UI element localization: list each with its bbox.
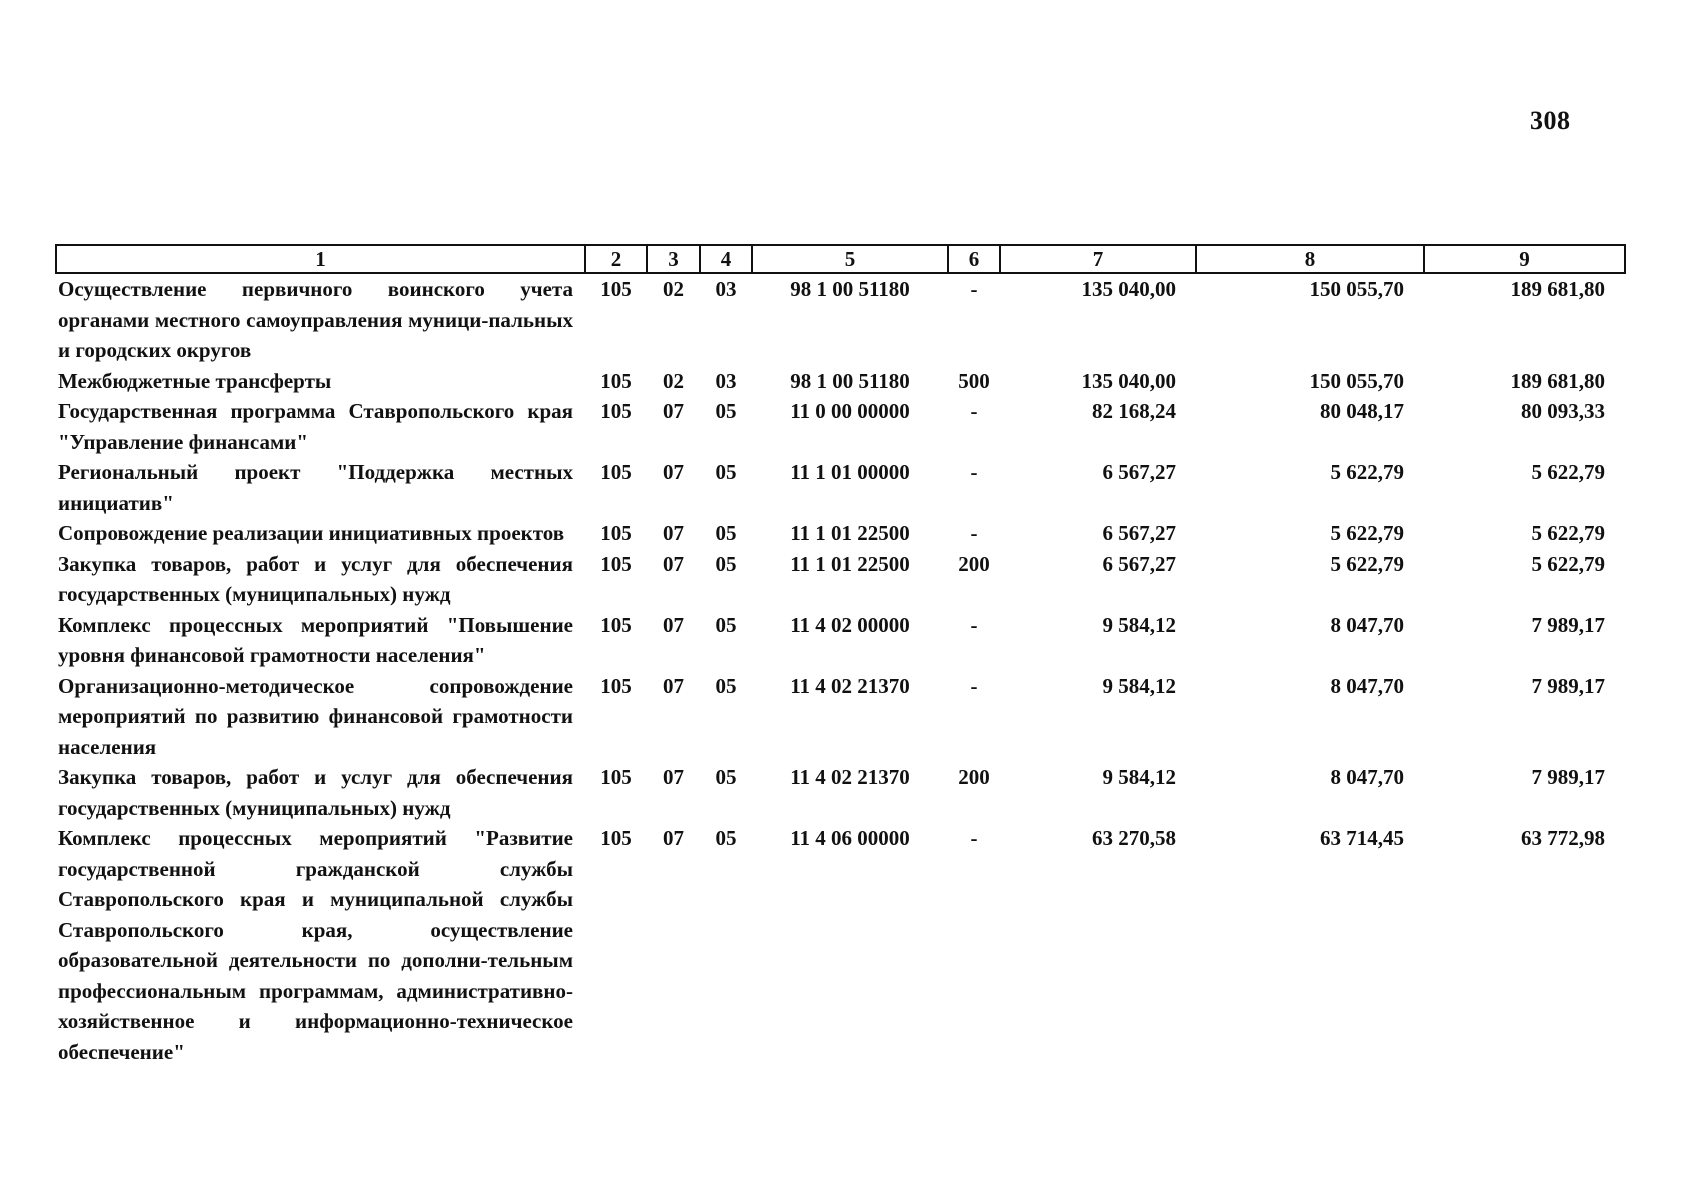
header-col-5: 5	[752, 245, 948, 273]
table-row	[56, 671, 1625, 763]
row-col-6: 200	[958, 765, 990, 789]
row-col-5: 11 4 06 00000	[790, 826, 910, 850]
row-col-3: 07	[663, 521, 684, 545]
row-col-5: 98 1 00 51180	[790, 368, 910, 393]
header-col-3: 3	[647, 245, 700, 273]
row-col-5: 11 1 01 00000	[790, 460, 910, 484]
row-col-6: -	[970, 826, 978, 850]
row-col-6: 200	[958, 551, 990, 576]
row-col-8: 5 622,79	[1330, 521, 1404, 545]
row-col-5: 11 4 02 21370	[790, 673, 910, 698]
page-number: 308	[1530, 106, 1571, 135]
row-col-8: 150 055,70	[1309, 277, 1404, 301]
row-col-7: 9 584,12	[1102, 765, 1176, 789]
row-col-7: 82 168,24	[1092, 399, 1176, 423]
row-col-5: 11 1 01 22500	[790, 521, 910, 545]
table-row	[56, 366, 1625, 397]
header-col-8: 8	[1196, 245, 1424, 273]
row-col-3: 02	[663, 368, 684, 393]
table-row	[56, 610, 1625, 671]
table-row	[56, 762, 1625, 823]
row-col-2: 105	[600, 368, 632, 393]
row-col-7: 6 567,27	[1102, 521, 1176, 545]
header-col-2: 2	[585, 245, 647, 273]
row-col-3: 07	[663, 460, 684, 484]
row-col-4: 05	[715, 399, 737, 423]
row-col-8: 150 055,70	[1309, 368, 1404, 393]
row-col-7: 9 584,12	[1102, 612, 1176, 637]
row-col-4: 05	[715, 765, 737, 789]
row-name: Организационно-методическое сопровождение мероприятий по развитию финансовой грамотности населения	[58, 673, 573, 759]
table-row	[56, 549, 1625, 610]
row-col-8: 5 622,79	[1330, 460, 1404, 484]
table-body	[56, 273, 1625, 1067]
row-col-9: 5 622,79	[1531, 551, 1605, 576]
row-col-5: 11 0 00 00000	[790, 399, 910, 423]
budget-table	[55, 244, 1626, 1067]
row-col-7: 9 584,12	[1102, 673, 1176, 698]
row-name: Комплекс процессных мероприятий "Развитие государственной гражданской службы Ставропольского края и муниципальной службы Ставропольского края, осуществление образовательной деятельности по дополни-тельным профессиональным программам, административно-хозяйственное и информационно-техническое обеспечение"	[58, 826, 573, 1064]
row-col-9: 5 622,79	[1531, 521, 1605, 545]
row-col-8: 63 714,45	[1320, 826, 1404, 850]
row-col-8: 8 047,70	[1330, 612, 1404, 637]
row-col-3: 07	[663, 612, 684, 637]
row-col-3: 07	[663, 765, 684, 789]
table-row	[56, 396, 1625, 457]
row-col-8: 5 622,79	[1330, 551, 1404, 576]
row-name: Осуществление первичного воинского учета органами местного самоуправления муници-пальных и городских округов	[58, 277, 573, 362]
row-col-9: 189 681,80	[1510, 368, 1605, 393]
row-col-2: 105	[600, 765, 632, 789]
row-col-7: 6 567,27	[1102, 551, 1176, 576]
row-col-4: 05	[715, 521, 737, 545]
row-col-3: 02	[663, 277, 684, 301]
row-col-9: 7 989,17	[1531, 765, 1605, 789]
row-col-2: 105	[600, 521, 632, 545]
header-col-7: 7	[1000, 245, 1196, 273]
row-col-6: -	[970, 521, 978, 545]
row-col-8: 8 047,70	[1330, 673, 1404, 698]
header-col-4: 4	[700, 245, 752, 273]
row-col-6: -	[970, 399, 978, 423]
row-col-2: 105	[600, 399, 632, 423]
row-col-9: 80 093,33	[1521, 399, 1605, 423]
header-col-1: 1	[56, 245, 585, 273]
row-col-9: 5 622,79	[1531, 460, 1605, 484]
table-row	[56, 273, 1625, 366]
row-col-7: 63 270,58	[1092, 826, 1176, 850]
row-col-5: 98 1 00 51180	[790, 277, 910, 301]
row-col-4: 05	[715, 460, 737, 484]
row-col-2: 105	[600, 673, 632, 698]
row-col-8: 8 047,70	[1330, 765, 1404, 789]
header-col-6: 6	[948, 245, 1000, 273]
row-col-2: 105	[600, 460, 632, 484]
row-col-6: 500	[958, 368, 990, 393]
row-col-4: 05	[715, 826, 737, 850]
row-col-6: -	[970, 673, 978, 698]
row-name: Региональный проект "Поддержка местных инициатив"	[58, 460, 573, 515]
row-col-3: 07	[663, 399, 684, 423]
row-col-7: 135 040,00	[1081, 277, 1176, 301]
row-col-2: 105	[600, 826, 632, 850]
row-col-9: 63 772,98	[1521, 826, 1605, 850]
table-header	[56, 245, 1625, 273]
row-col-4: 05	[715, 551, 737, 576]
header-col-9: 9	[1424, 245, 1625, 273]
row-col-6: -	[970, 277, 978, 301]
table-row	[56, 457, 1625, 518]
row-col-3: 07	[663, 673, 684, 698]
row-name: Закупка товаров, работ и услуг для обеспечения государственных (муниципальных) нужд	[58, 551, 573, 606]
row-col-4: 05	[715, 612, 737, 637]
row-col-6: -	[970, 460, 978, 484]
row-col-9: 7 989,17	[1531, 673, 1605, 698]
row-col-7: 135 040,00	[1081, 368, 1176, 393]
row-name: Государственная программа Ставропольского края "Управление финансами"	[58, 399, 573, 454]
row-name: Сопровождение реализации инициативных проектов	[58, 521, 565, 545]
row-col-5: 11 4 02 21370	[790, 765, 910, 789]
table-row	[56, 518, 1625, 549]
row-col-8: 80 048,17	[1320, 399, 1404, 423]
row-col-7: 6 567,27	[1102, 460, 1176, 484]
row-col-4: 03	[715, 368, 737, 393]
row-col-6: -	[970, 612, 978, 637]
row-col-3: 07	[663, 826, 684, 850]
row-col-2: 105	[600, 551, 632, 576]
row-col-5: 11 4 02 00000	[790, 612, 910, 637]
row-col-4: 03	[715, 277, 737, 301]
row-name: Комплекс процессных мероприятий "Повышение уровня финансовой грамотности населения"	[58, 612, 573, 667]
row-col-2: 105	[600, 612, 632, 637]
row-col-9: 189 681,80	[1510, 277, 1605, 301]
row-col-2: 105	[600, 277, 632, 301]
table-row	[56, 823, 1625, 1067]
row-col-9: 7 989,17	[1531, 612, 1605, 637]
row-col-3: 07	[663, 551, 684, 576]
row-name: Закупка товаров, работ и услуг для обеспечения государственных (муниципальных) нужд	[58, 765, 573, 820]
row-col-4: 05	[715, 673, 737, 698]
row-col-5: 11 1 01 22500	[790, 551, 910, 576]
row-name: Межбюджетные трансферты	[58, 368, 332, 393]
